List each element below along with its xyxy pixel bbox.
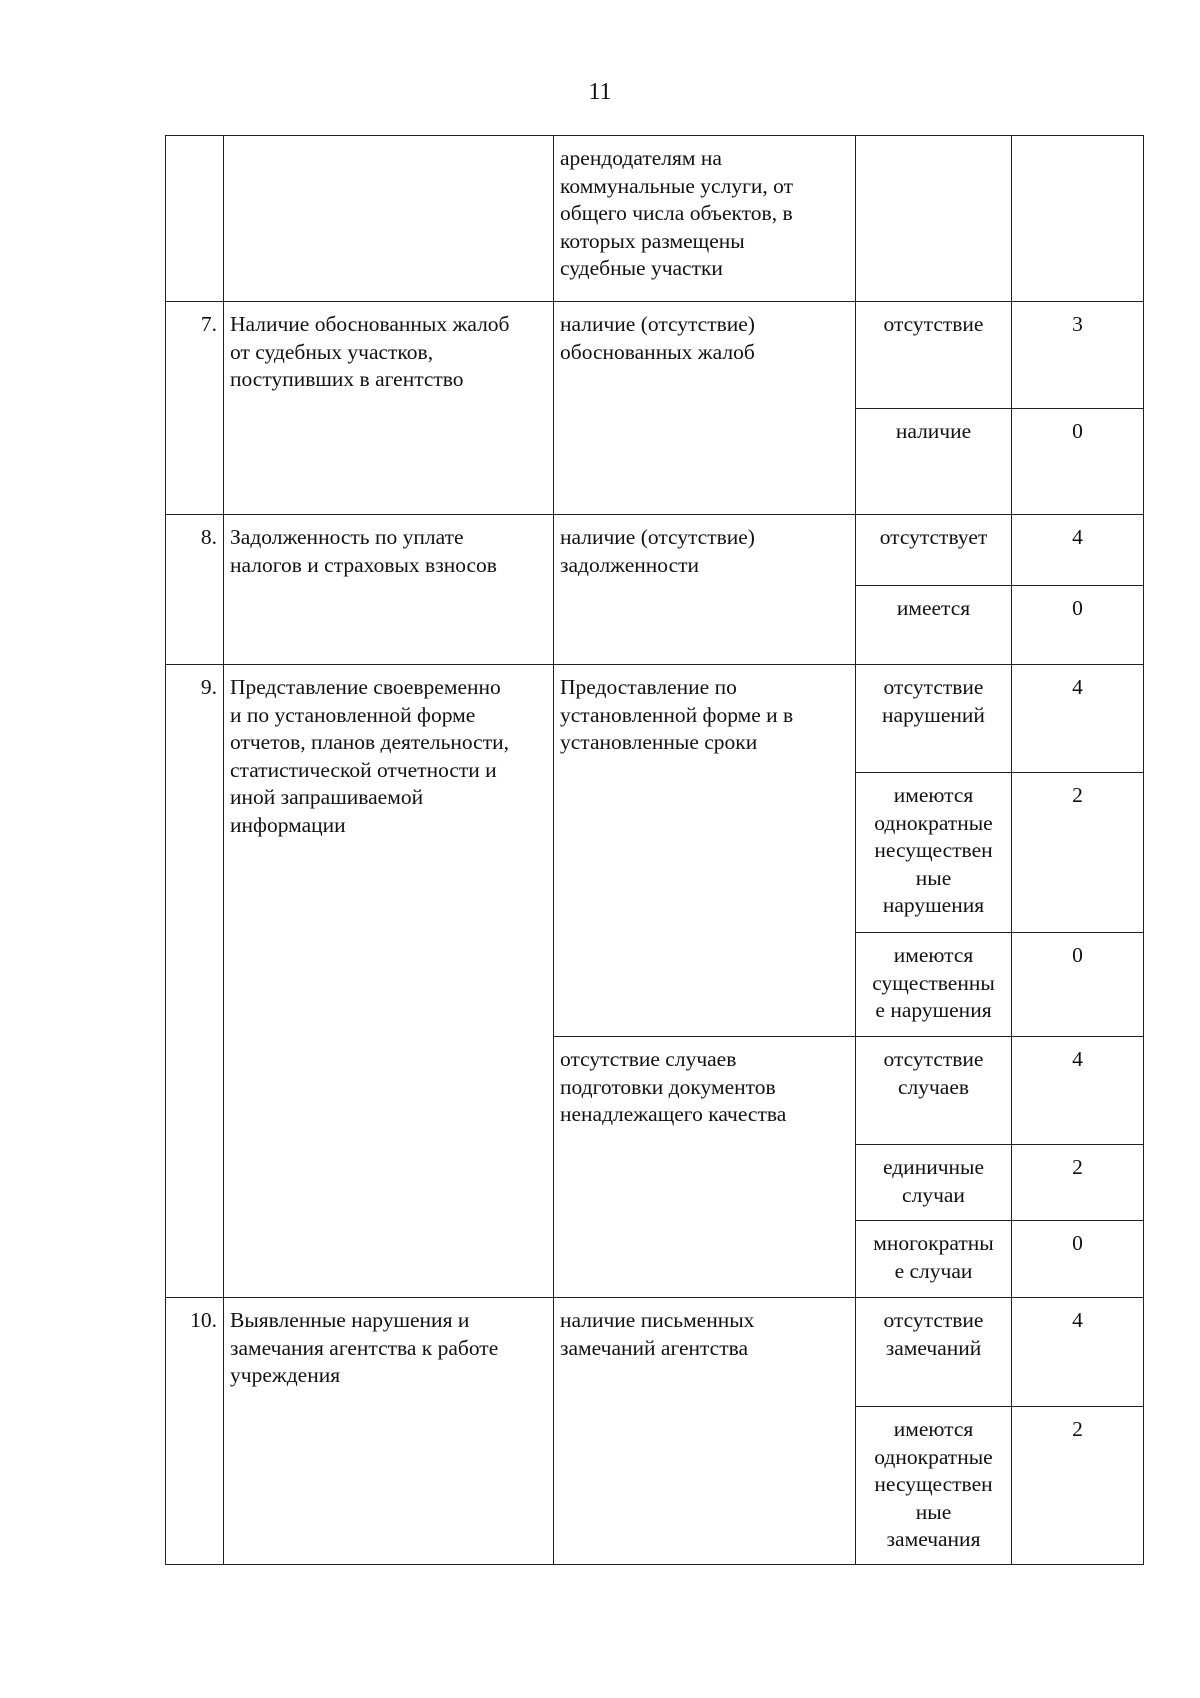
indicator-value <box>856 136 1012 302</box>
indicator-value: отсутствие случаев <box>856 1037 1012 1145</box>
indicator-text: наличие (отсутствие) задолженности <box>554 515 856 665</box>
score: 0 <box>1012 586 1144 665</box>
score <box>1012 136 1144 302</box>
indicator-value: имеются однократные несуществен ные замечания <box>856 1407 1012 1565</box>
table-row-8 <box>166 515 1144 586</box>
row-number: 7. <box>166 302 224 515</box>
row-number <box>166 136 224 302</box>
indicator-value: отсутствие нарушений <box>856 665 1012 773</box>
score: 3 <box>1012 302 1144 409</box>
indicator-text: отсутствие случаев подготовки документов ненадлежащего качества <box>554 1037 856 1298</box>
score: 2 <box>1012 1145 1144 1221</box>
table-row-9 <box>166 665 1144 773</box>
score: 0 <box>1012 933 1144 1037</box>
indicator-value: наличие <box>856 409 1012 515</box>
score: 2 <box>1012 773 1144 933</box>
page-number: 11 <box>588 79 612 105</box>
table-row-continuation <box>166 136 1144 302</box>
indicator-value: отсутствие <box>856 302 1012 409</box>
indicator-value: имеются существенны е нарушения <box>856 933 1012 1037</box>
score: 0 <box>1012 1221 1144 1298</box>
criteria-table <box>165 135 1144 1565</box>
indicator-value: отсутствует <box>856 515 1012 586</box>
row-number: 10. <box>166 1298 224 1565</box>
indicator-value: единичные случаи <box>856 1145 1012 1221</box>
score: 0 <box>1012 409 1144 515</box>
score: 4 <box>1012 1298 1144 1407</box>
criterion-name: Задолженность по уплате налогов и страховых взносов <box>224 515 554 665</box>
indicator-text: арендодателям на коммунальные услуги, от общего числа объектов, в которых размещены судебные участки <box>554 136 856 302</box>
indicator-value: имеются однократные несуществен ные нарушения <box>856 773 1012 933</box>
table-row-10 <box>166 1298 1144 1407</box>
indicator-value: отсутствие замечаний <box>856 1298 1012 1407</box>
criterion-name: Представление своевременно и по установленной форме отчетов, планов деятельности, статистической отчетности и иной запрашиваемой информации <box>224 665 554 1298</box>
score: 4 <box>1012 515 1144 586</box>
indicator-value: имеется <box>856 586 1012 665</box>
indicator-text: наличие письменных замечаний агентства <box>554 1298 856 1565</box>
row-number: 8. <box>166 515 224 665</box>
criterion-name: Выявленные нарушения и замечания агентства к работе учреждения <box>224 1298 554 1565</box>
indicator-text: наличие (отсутствие) обоснованных жалоб <box>554 302 856 515</box>
indicator-text: Предоставление по установленной форме и в установленные сроки <box>554 665 856 1037</box>
score: 2 <box>1012 1407 1144 1565</box>
indicator-value: многократны е случаи <box>856 1221 1012 1298</box>
row-number: 9. <box>166 665 224 1298</box>
criterion-name <box>224 136 554 302</box>
criterion-name: Наличие обоснованных жалоб от судебных участков, поступивших в агентство <box>224 302 554 515</box>
score: 4 <box>1012 665 1144 773</box>
table-row-7 <box>166 302 1144 409</box>
score: 4 <box>1012 1037 1144 1145</box>
